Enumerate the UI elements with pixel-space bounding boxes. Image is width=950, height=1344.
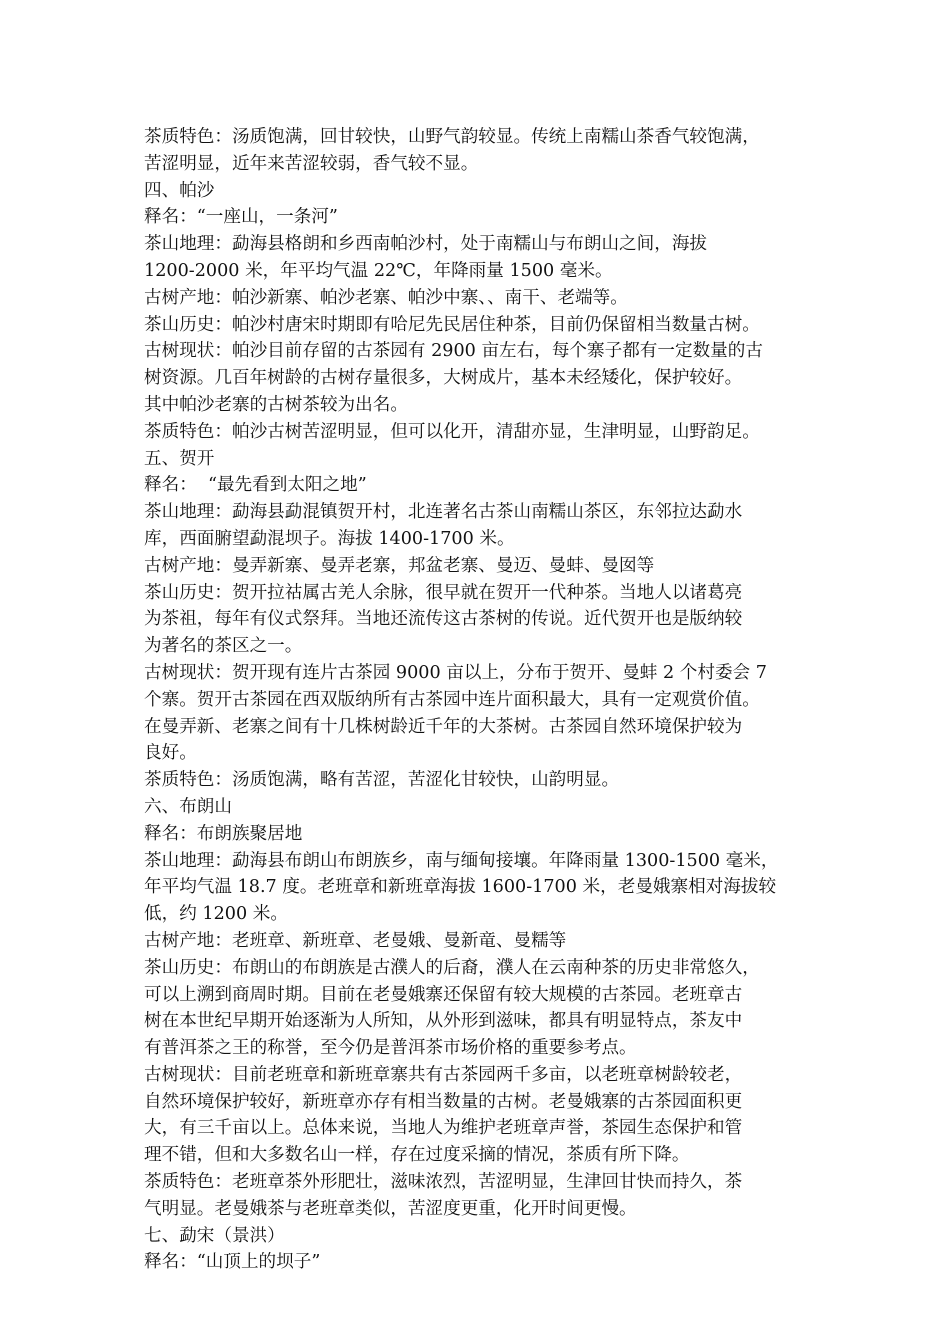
text-line: 自然环境保护较好，新班章亦存有相当数量的古树。老曼娥寨的古茶园面积更 — [144, 1091, 743, 1112]
text-line: 个寨。贺开古茶园在西双版纳所有古茶园中连片面积最大，具有一定观赏价值。 — [144, 689, 760, 710]
section-heading: 七、勐宋（景洪） — [144, 1225, 285, 1246]
text-line: 为茶祖，每年有仪式祭拜。当地还流传这古茶树的传说。近代贺开也是版纳较 — [144, 609, 743, 630]
text-line: 库，西面腑望勐混坝子。海拔 1400-1700 米。 — [144, 528, 515, 549]
text-line: 良好。 — [144, 743, 197, 764]
document-page — [144, 124, 816, 1276]
text-line: 茶质特色：老班章茶外形肥壮，滋味浓烈，苦涩明显，生津回甘快而持久，茶 — [144, 1172, 743, 1193]
text-line: 苦涩明显，近年来苦涩较弱，香气较不显。 — [144, 153, 479, 174]
text-line: 大，有三千亩以上。总体来说，当地人为维护老班章声誉，茶园生态保护和管 — [144, 1118, 743, 1139]
text-line: 古树现状：贺开现有连片古茶园 9000 亩以上，分布于贺开、曼蚌 2 个村委会 7 — [144, 662, 767, 683]
text-line: 茶山历史：布朗山的布朗族是古濮人的后裔，濮人在云南种茶的历史非常悠久， — [144, 957, 760, 978]
text-line: 在曼弄新、老寨之间有十几株树龄近千年的大茶树。古茶园自然环境保护较为 — [144, 716, 743, 737]
text-line: 古树现状：帕沙目前存留的古茶园有 2900 亩左右，每个寨子都有一定数量的古 — [144, 341, 763, 362]
text-line: 年平均气温 18.7 度。老班章和新班章海拔 1600-1700 米，老曼娥寨相对海拔较 — [144, 877, 777, 898]
text-line: 古树产地：帕沙新寨、帕沙老寨、帕沙中寨、、南干、老端等。 — [144, 287, 628, 308]
text-line: 茶山历史：帕沙村唐宋时期即有哈尼先民居住种茶，目前仍保留相当数量古树。 — [144, 314, 760, 335]
text-line: 其中帕沙老寨的古树茶较为出名。 — [144, 394, 408, 415]
text-line: 茶山地理：勐海县布朗山布朗族乡，南与缅甸接壤。年降雨量 1300-1500 毫米， — [144, 850, 779, 871]
text-line: 1200-2000 米，年平均气温 22℃，年降雨量 1500 毫米。 — [144, 260, 613, 281]
text-line: 茶山地理：勐海县格朗和乡西南帕沙村，处于南糯山与布朗山之间，海拔 — [144, 234, 708, 255]
text-line: 茶质特色：汤质饱满，略有苦涩，苦涩化甘较快，山韵明显。 — [144, 770, 620, 791]
text-line: 茶山地理：勐海县勐混镇贺开村，北连著名古茶山南糯山茶区，东邻拉达勐水 — [144, 502, 743, 523]
section-heading: 五、贺开 — [144, 448, 215, 469]
text-line: 低，约 1200 米。 — [144, 904, 288, 925]
text-line: 茶山历史：贺开拉祜属古羌人余脉，很早就在贺开一代种茶。当地人以诸葛亮 — [144, 582, 743, 603]
text-line: 释名：布朗族聚居地 — [144, 823, 303, 844]
text-line: 树在本世纪早期开始逐渐为人所知，从外形到滋味，都具有明显特点，茶友中 — [144, 1011, 743, 1032]
text-line: 可以上溯到商周时期。目前在老曼娥寨还保留有较大规模的古茶园。老班章古 — [144, 984, 743, 1005]
text-line: 释名：“一座山，一条河” — [144, 207, 338, 228]
text-line: 茶质特色：汤质饱满，回甘较快，山野气韵较显。传统上南糯山茶香气较饱满， — [144, 127, 760, 147]
text-line: 气明显。老曼娥茶与老班章类似，苦涩度更重，化开时间更慢。 — [144, 1198, 637, 1219]
text-line: 释名：“山顶上的坝子” — [144, 1252, 321, 1273]
text-line: 为著名的茶区之一。 — [144, 636, 303, 657]
section-heading: 六、布朗山 — [144, 796, 232, 817]
text-line: 理不错，但和大多数名山一样，存在过度采摘的情况，茶质有所下降。 — [144, 1145, 690, 1166]
section-heading: 四、帕沙 — [144, 180, 215, 201]
text-line: 释名： “最先看到太阳之地” — [144, 475, 367, 496]
text-line: 树资源。几百年树龄的古树存量很多，大树成片，基本未经矮化，保护较好。 — [144, 368, 743, 389]
text-line: 古树产地：老班章、新班章、老曼娥、曼新竜、曼糯等 — [144, 930, 567, 951]
text-line: 古树现状：目前老班章和新班章寨共有古茶园两千多亩，以老班章树龄较老， — [144, 1064, 743, 1085]
text-line: 茶质特色：帕沙古树苦涩明显，但可以化开，清甜亦显，生津明显，山野韵足。 — [144, 421, 760, 442]
text-line: 有普洱茶之王的称誉，至今仍是普洱茶市场价格的重要参考点。 — [144, 1038, 637, 1059]
text-line: 古树产地：曼弄新寨、曼弄老寨，邦盆老寨、曼迈、曼蚌、曼囡等 — [144, 555, 655, 576]
